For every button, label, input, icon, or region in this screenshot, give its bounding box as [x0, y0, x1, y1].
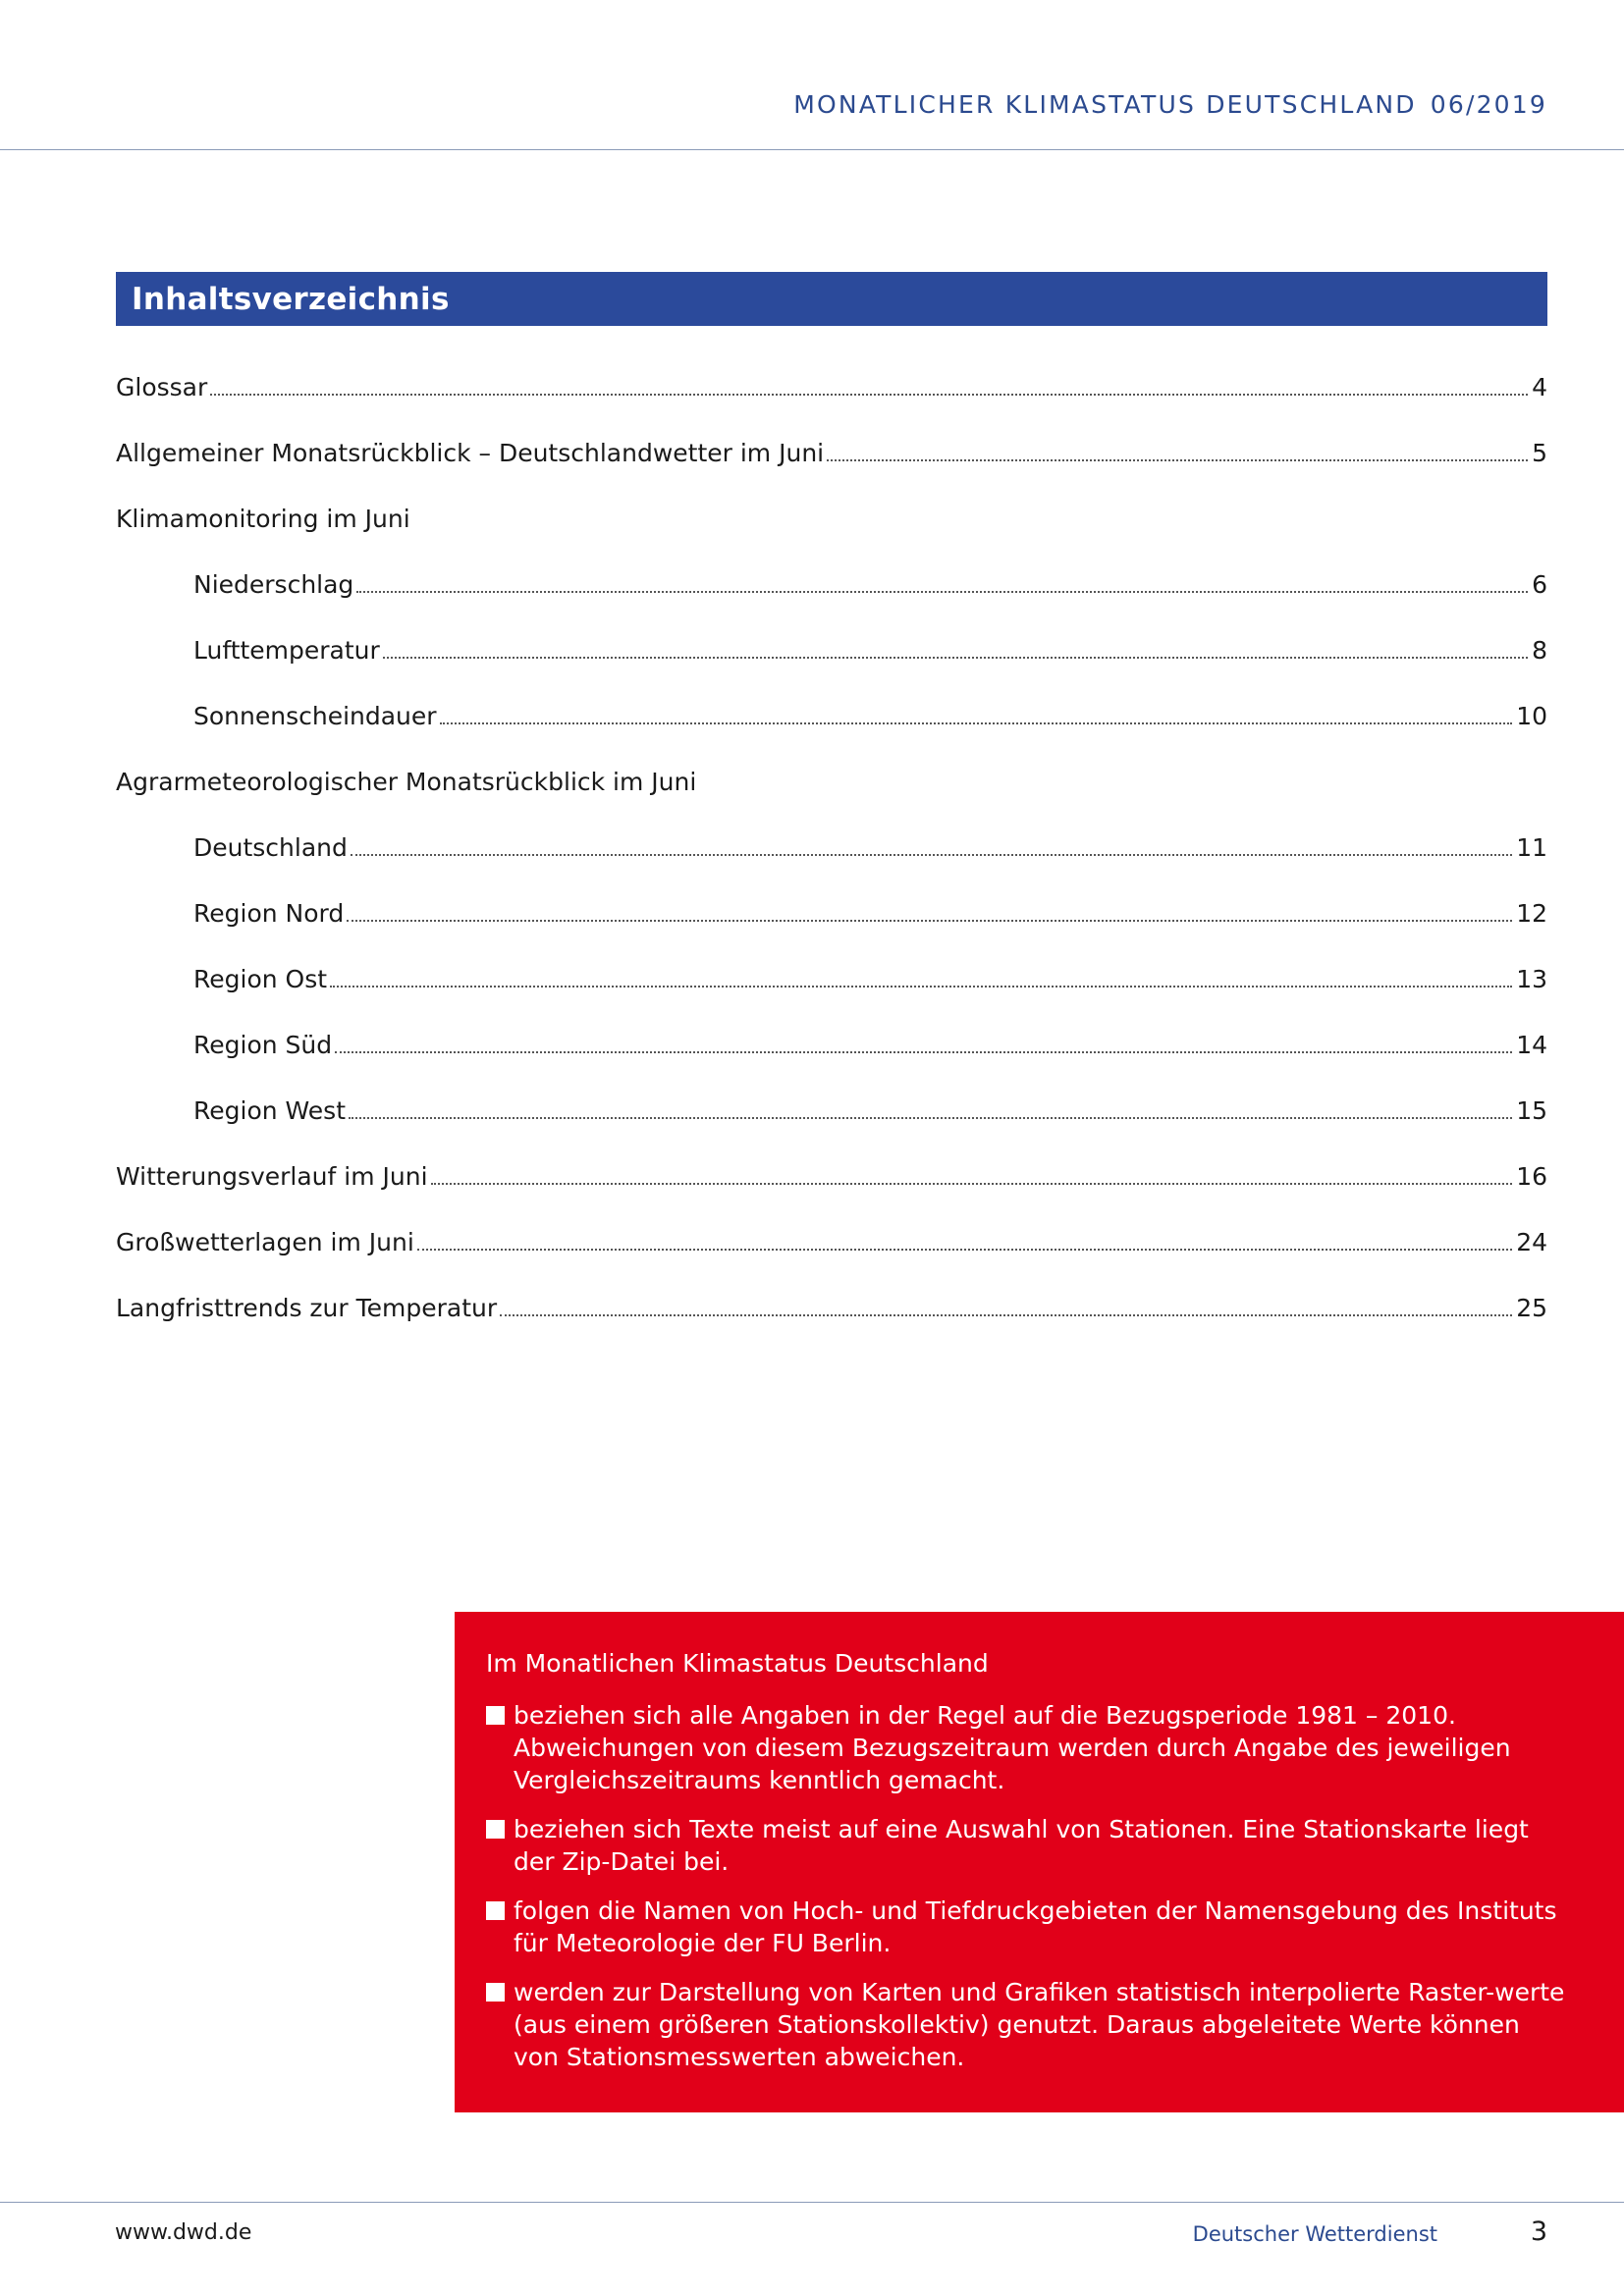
toc-entry-page: 15 — [1516, 1096, 1547, 1125]
square-bullet-icon — [486, 1706, 505, 1725]
toc-entry-page: 13 — [1516, 965, 1547, 993]
toc-section-agrarmeteorologie[interactable] — [116, 731, 1547, 797]
toc-entry-label: Sonnenscheindauer — [193, 702, 437, 730]
dot-leader — [431, 1183, 1513, 1185]
toc-entry-monatsrueckblick[interactable] — [116, 402, 1547, 468]
toc-entry-label: Region Nord — [193, 899, 345, 928]
toc-entry-langfristtrends[interactable] — [116, 1257, 1547, 1323]
toc-entry-label: Deutschland — [193, 833, 348, 862]
notes-item — [486, 1976, 1565, 2073]
toc-entry-label: Niederschlag — [193, 570, 354, 599]
dot-leader — [417, 1249, 1512, 1251]
square-bullet-icon — [486, 1820, 505, 1839]
toc-entry-label: Region West — [193, 1096, 346, 1125]
toc-heading-banner — [116, 272, 1547, 326]
toc-entry-label: Glossar — [116, 373, 208, 401]
toc-entry-sonnenscheindauer[interactable] — [116, 666, 1547, 731]
toc-entry-region-sued[interactable] — [116, 994, 1547, 1060]
toc-entry-page: 8 — [1532, 636, 1547, 665]
toc-entry-witterungsverlauf[interactable] — [116, 1126, 1547, 1192]
notes-item — [486, 1699, 1565, 1796]
running-header — [793, 90, 1547, 119]
toc-entry-lufttemperatur[interactable] — [116, 600, 1547, 666]
notes-item — [486, 1813, 1565, 1878]
toc-entry-page: 12 — [1516, 899, 1547, 928]
footer-website-link[interactable]: www.dwd.de — [115, 2220, 252, 2245]
toc-entry-label: Langfristtrends zur Temperatur — [116, 1294, 498, 1322]
dot-leader — [827, 459, 1528, 461]
toc-entry-region-west[interactable] — [116, 1060, 1547, 1126]
toc-entry-label: Agrarmeteorologischer Monatsrückblick im Juni — [116, 768, 697, 796]
toc-entry-page: 6 — [1532, 570, 1547, 599]
notes-item-text: beziehen sich alle Angaben in der Regel auf die Bezugsperiode 1981 – 2010. Abweichungen von diesem Bezugszeitraum werden durch Angabe des jeweiligen Vergleichszeitraums kenntlich gemacht. — [514, 1701, 1511, 1794]
square-bullet-icon — [486, 1901, 505, 1920]
notes-item-text: beziehen sich Texte meist auf eine Auswahl von Stationen. Eine Stationskarte liegt der Zip-Datei bei. — [514, 1815, 1529, 1876]
dot-leader — [335, 1051, 1512, 1053]
toc-entry-region-nord[interactable] — [116, 863, 1547, 929]
footer-organization: Deutscher Wetterdienst — [1192, 2222, 1437, 2246]
toc-entry-page: 4 — [1532, 373, 1547, 401]
toc-entry-page: 5 — [1532, 439, 1547, 467]
toc-section-klimamonitoring[interactable] — [116, 468, 1547, 534]
notes-item-text: folgen die Namen von Hoch- und Tiefdruckgebieten der Namensgebung des Instituts für Meteorologie der FU Berlin. — [514, 1896, 1557, 1957]
publication-title: MONATLICHER KLIMASTATUS DEUTSCHLAND — [793, 90, 1417, 119]
toc-entry-grosswetterlagen[interactable] — [116, 1192, 1547, 1257]
header-divider — [0, 149, 1624, 150]
toc-entry-label: Region Süd — [193, 1031, 333, 1059]
square-bullet-icon — [486, 1983, 505, 2002]
toc-entry-label: Klimamonitoring im Juni — [116, 505, 410, 533]
toc-entry-page: 25 — [1516, 1294, 1547, 1322]
toc-entry-label: Großwetterlagen im Juni — [116, 1228, 414, 1256]
dot-leader — [356, 591, 1528, 593]
notes-box — [455, 1612, 1624, 2112]
notes-intro: Im Monatlichen Klimastatus Deutschland — [486, 1649, 989, 1678]
toc-entry-page: 16 — [1516, 1162, 1547, 1191]
page-number: 3 — [1530, 2216, 1547, 2247]
dot-leader — [347, 920, 1512, 922]
footer-divider — [0, 2202, 1624, 2203]
notes-item-text: werden zur Darstellung von Karten und Grafiken statistisch interpolierte Raster-werte (aus einem größeren Stationskollektiv) genutzt. Daraus abgeleitete Werte können von Stationsmesswerten abweichen. — [514, 1978, 1565, 2071]
toc-entry-glossar[interactable] — [116, 373, 1547, 402]
dot-leader — [349, 1117, 1512, 1119]
issue-date: 06/2019 — [1430, 90, 1547, 119]
toc-heading: Inhaltsverzeichnis — [132, 281, 450, 317]
toc-entry-page: 10 — [1516, 702, 1547, 730]
toc-entry-label: Witterungsverlauf im Juni — [116, 1162, 428, 1191]
notes-item — [486, 1895, 1565, 1959]
toc-entry-page: 24 — [1516, 1228, 1547, 1256]
dot-leader — [351, 854, 1512, 856]
toc-entry-region-ost[interactable] — [116, 929, 1547, 994]
toc-entry-label: Allgemeiner Monatsrückblick – Deutschlandwetter im Juni — [116, 439, 825, 467]
toc-entry-niederschlag[interactable] — [116, 534, 1547, 600]
dot-leader — [383, 657, 1528, 659]
dot-leader — [330, 986, 1512, 988]
toc-entry-deutschland[interactable] — [116, 797, 1547, 863]
dot-leader — [440, 722, 1513, 724]
toc-entry-page: 11 — [1516, 833, 1547, 862]
toc-entry-label: Lufttemperatur — [193, 636, 380, 665]
table-of-contents — [116, 373, 1547, 1323]
toc-entry-page: 14 — [1516, 1031, 1547, 1059]
toc-entry-label: Region Ost — [193, 965, 328, 993]
dot-leader — [210, 394, 1528, 396]
dot-leader — [500, 1314, 1512, 1316]
